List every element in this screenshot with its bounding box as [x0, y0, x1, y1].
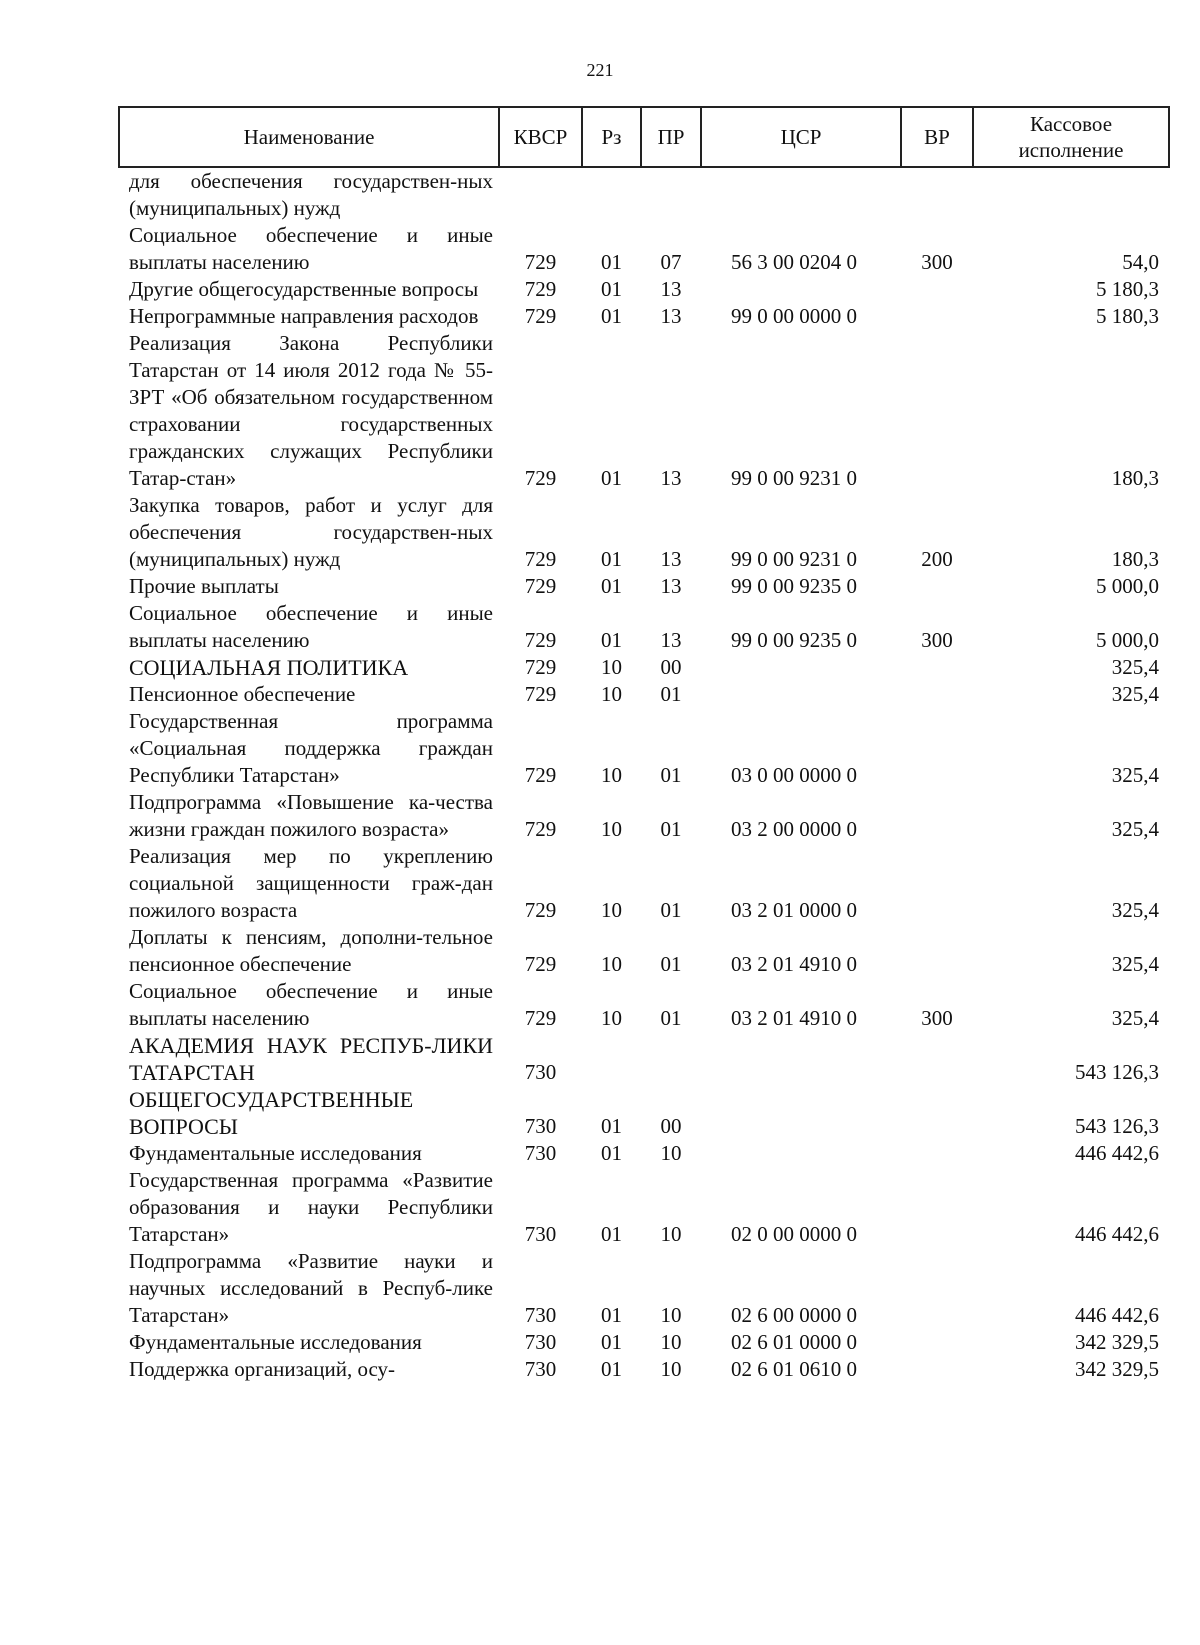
cell-pr: 10	[660, 1357, 682, 1381]
cell-rz: 10	[601, 655, 622, 679]
cell-name: Фундаментальные исследования	[129, 1141, 422, 1165]
cell-vr	[901, 1086, 973, 1140]
cell-vr	[901, 1248, 973, 1329]
cell-csr	[701, 1032, 901, 1086]
cell-sum: 325,4	[1111, 682, 1159, 706]
cell-kvsr: 729	[524, 304, 557, 328]
table-row	[119, 222, 1169, 276]
cell-name: для обеспечения государствен-ных (муниципальных) нужд	[129, 169, 493, 220]
table-row	[119, 1356, 1169, 1383]
cell-vr	[901, 789, 973, 843]
header-vr: ВР	[901, 107, 973, 167]
cell-kvsr: 729	[524, 547, 557, 571]
table-row	[119, 1086, 1169, 1140]
cell-name: Поддержка организаций, осу-	[129, 1357, 396, 1381]
table-header-row	[119, 107, 1169, 167]
cell-sum: 446 442,6	[1075, 1303, 1159, 1327]
cell-csr	[701, 681, 901, 708]
header-pr: ПР	[641, 107, 701, 167]
cell-name: СОЦИАЛЬНАЯ ПОЛИТИКА	[129, 655, 409, 680]
cell-pr: 07	[660, 250, 682, 274]
cell-rz: 10	[601, 763, 622, 787]
cell-csr: 03 2 01 4910 0	[731, 1006, 857, 1030]
cell-csr: 02 6 01 0610 0	[731, 1357, 857, 1381]
cell-sum: 5 180,3	[1096, 277, 1159, 301]
cell-csr: 02 6 00 0000 0	[731, 1303, 857, 1327]
cell-rz	[582, 1032, 641, 1086]
cell-sum: 543 126,3	[1075, 1060, 1159, 1084]
cell-vr	[901, 708, 973, 789]
cell-sum: 54,0	[1122, 250, 1159, 274]
cell-csr: 99 0 00 9231 0	[731, 547, 857, 571]
cell-sum	[973, 167, 1169, 222]
cell-name: АКАДЕМИЯ НАУК РЕСПУБ-ЛИКИ ТАТАРСТАН	[129, 1033, 493, 1085]
cell-rz: 10	[601, 817, 622, 841]
cell-rz: 01	[601, 1357, 622, 1381]
cell-pr: 10	[660, 1330, 682, 1354]
cell-name: Прочие выплаты	[129, 574, 279, 598]
header-kvsr: КВСР	[499, 107, 582, 167]
cell-sum: 325,4	[1111, 655, 1159, 679]
cell-kvsr: 729	[524, 655, 557, 679]
cell-name: Закупка товаров, работ и услуг для обеспечения государствен-ных (муниципальных) нужд	[129, 493, 493, 571]
cell-vr	[901, 1329, 973, 1356]
header-name: Наименование	[119, 107, 499, 167]
cell-kvsr: 729	[524, 1006, 557, 1030]
cell-csr	[701, 1086, 901, 1140]
cell-rz: 10	[601, 952, 622, 976]
cell-vr: 300	[921, 628, 953, 652]
cell-rz: 01	[601, 304, 622, 328]
table-row	[119, 1140, 1169, 1167]
cell-pr: 01	[660, 763, 682, 787]
cell-name: Пенсионное обеспечение	[129, 682, 356, 706]
cell-csr: 99 0 00 9235 0	[731, 628, 857, 652]
table-row	[119, 492, 1169, 573]
cell-sum: 543 126,3	[1075, 1114, 1159, 1138]
cell-rz: 01	[601, 628, 622, 652]
cell-vr	[901, 276, 973, 303]
cell-rz: 01	[601, 250, 622, 274]
cell-name: Государственная программа «Социальная поддержка граждан Республики Татарстан»	[129, 709, 493, 787]
cell-name: Государственная программа «Развитие образования и науки Республики Татарстан»	[129, 1168, 493, 1246]
cell-sum: 446 442,6	[1075, 1141, 1159, 1165]
cell-rz: 01	[601, 547, 622, 571]
cell-kvsr: 729	[524, 628, 557, 652]
cell-kvsr: 730	[524, 1222, 557, 1246]
cell-kvsr: 729	[524, 250, 557, 274]
cell-sum: 5 000,0	[1096, 574, 1159, 598]
cell-csr: 99 0 00 9235 0	[731, 574, 857, 598]
cell-kvsr: 729	[524, 682, 557, 706]
cell-name: Доплаты к пенсиям, дополни-тельное пенсионное обеспечение	[129, 925, 493, 976]
cell-rz: 01	[601, 1303, 622, 1327]
cell-csr: 99 0 00 9231 0	[731, 466, 857, 490]
cell-pr	[641, 167, 701, 222]
cell-name: Подпрограмма «Повышение ка-чества жизни граждан пожилого возраста»	[129, 790, 493, 841]
cell-csr	[701, 167, 901, 222]
cell-kvsr: 730	[524, 1357, 557, 1381]
cell-vr	[901, 1167, 973, 1248]
cell-name: ОБЩЕГОСУДАРСТВЕННЫЕ ВОПРОСЫ	[129, 1087, 414, 1139]
cell-name: Реализация Закона Республики Татарстан от 14 июля 2012 года № 55-ЗРТ «Об обязательном государственном страховании государственных гражданских служащих Республики Татар-стан»	[129, 331, 493, 490]
cell-name: Непрограммные направления расходов	[129, 304, 479, 328]
cell-kvsr: 730	[524, 1303, 557, 1327]
table-row	[119, 600, 1169, 654]
cell-kvsr: 729	[524, 466, 557, 490]
cell-csr	[701, 276, 901, 303]
cell-vr	[901, 843, 973, 924]
cell-sum: 180,3	[1111, 547, 1159, 571]
cell-rz: 10	[601, 1006, 622, 1030]
cell-vr	[901, 681, 973, 708]
cell-sum: 325,4	[1111, 817, 1159, 841]
cell-kvsr: 730	[524, 1141, 557, 1165]
cell-sum: 5 180,3	[1096, 304, 1159, 328]
cell-rz: 10	[601, 682, 622, 706]
table-row	[119, 276, 1169, 303]
cell-vr	[901, 303, 973, 330]
cell-name: Социальное обеспечение и иные выплаты населению	[129, 601, 493, 652]
cell-kvsr: 729	[524, 817, 557, 841]
cell-pr: 01	[660, 1006, 682, 1030]
table-row	[119, 978, 1169, 1032]
cell-sum: 180,3	[1111, 466, 1159, 490]
cell-sum: 5 000,0	[1096, 628, 1159, 652]
cell-vr	[901, 1032, 973, 1086]
cell-csr	[701, 654, 901, 681]
cell-sum: 325,4	[1111, 1006, 1159, 1030]
cell-sum: 325,4	[1111, 898, 1159, 922]
cell-rz: 01	[601, 1141, 622, 1165]
cell-name: Подпрограмма «Развитие науки и научных исследований в Респуб-лике Татарстан»	[129, 1249, 493, 1327]
cell-pr	[641, 1032, 701, 1086]
cell-csr: 03 2 00 0000 0	[731, 817, 857, 841]
table-row	[119, 924, 1169, 978]
table-row	[119, 1032, 1169, 1086]
cell-pr: 01	[660, 682, 682, 706]
cell-name: Другие общегосударственные вопросы	[129, 277, 479, 301]
table-row	[119, 303, 1169, 330]
cell-pr: 00	[660, 1114, 682, 1138]
cell-pr: 13	[660, 547, 682, 571]
cell-kvsr: 729	[524, 574, 557, 598]
cell-pr: 13	[660, 628, 682, 652]
table-row	[119, 681, 1169, 708]
cell-kvsr: 730	[524, 1114, 557, 1138]
cell-csr: 02 6 01 0000 0	[731, 1330, 857, 1354]
cell-pr: 10	[660, 1303, 682, 1327]
cell-csr: 02 0 00 0000 0	[731, 1222, 857, 1246]
cell-vr	[901, 1140, 973, 1167]
cell-kvsr: 729	[524, 952, 557, 976]
cell-name: Фундаментальные исследования	[129, 1330, 422, 1354]
cell-kvsr: 729	[524, 277, 557, 301]
cell-kvsr: 730	[524, 1060, 557, 1084]
table-row	[119, 708, 1169, 789]
cell-kvsr: 729	[524, 763, 557, 787]
cell-vr: 200	[921, 547, 953, 571]
table-row	[119, 789, 1169, 843]
table-row	[119, 1329, 1169, 1356]
cell-vr	[901, 573, 973, 600]
cell-pr: 01	[660, 817, 682, 841]
cell-csr: 03 2 01 4910 0	[731, 952, 857, 976]
header-csr: ЦСР	[701, 107, 901, 167]
cell-kvsr: 730	[524, 1330, 557, 1354]
cell-name: Социальное обеспечение и иные выплаты населению	[129, 223, 493, 274]
cell-vr	[901, 1356, 973, 1383]
cell-rz	[582, 167, 641, 222]
table-row	[119, 843, 1169, 924]
cell-pr: 13	[660, 466, 682, 490]
cell-pr: 01	[660, 898, 682, 922]
cell-name: Реализация мер по укреплению социальной защищенности граж-дан пожилого возраста	[129, 844, 493, 922]
cell-rz: 01	[601, 277, 622, 301]
budget-table	[118, 106, 1170, 1383]
cell-vr: 300	[921, 250, 953, 274]
cell-sum: 325,4	[1111, 952, 1159, 976]
cell-vr: 300	[921, 1006, 953, 1030]
cell-csr: 03 2 01 0000 0	[731, 898, 857, 922]
cell-pr: 10	[660, 1222, 682, 1246]
cell-kvsr: 729	[524, 898, 557, 922]
cell-csr	[701, 1140, 901, 1167]
cell-csr: 03 0 00 0000 0	[731, 763, 857, 787]
cell-pr: 10	[660, 1141, 682, 1165]
cell-sum: 342 329,5	[1075, 1330, 1159, 1354]
table-row	[119, 1167, 1169, 1248]
table-row	[119, 330, 1169, 492]
cell-sum: 342 329,5	[1075, 1357, 1159, 1381]
cell-sum: 325,4	[1111, 763, 1159, 787]
cell-pr: 13	[660, 574, 682, 598]
cell-name: Социальное обеспечение и иные выплаты населению	[129, 979, 493, 1030]
cell-vr	[901, 924, 973, 978]
cell-rz: 01	[601, 1114, 622, 1138]
cell-pr: 13	[660, 277, 682, 301]
cell-pr: 00	[660, 655, 682, 679]
table-row	[119, 573, 1169, 600]
table-body	[119, 167, 1169, 1383]
table-row	[119, 654, 1169, 681]
cell-rz: 10	[601, 898, 622, 922]
cell-pr: 13	[660, 304, 682, 328]
header-sum: Кассовое исполнение	[973, 107, 1169, 167]
cell-kvsr	[499, 167, 582, 222]
cell-pr: 01	[660, 952, 682, 976]
cell-vr	[901, 330, 973, 492]
table-row	[119, 1248, 1169, 1329]
cell-csr: 56 3 00 0204 0	[731, 250, 857, 274]
cell-rz: 01	[601, 1222, 622, 1246]
cell-csr: 99 0 00 0000 0	[731, 304, 857, 328]
page-number: 221	[586, 60, 614, 80]
cell-rz: 01	[601, 574, 622, 598]
cell-vr	[901, 167, 973, 222]
cell-rz: 01	[601, 1330, 622, 1354]
cell-sum: 446 442,6	[1075, 1222, 1159, 1246]
header-rz: Рз	[582, 107, 641, 167]
table-row	[119, 167, 1169, 222]
cell-vr	[901, 654, 973, 681]
cell-rz: 01	[601, 466, 622, 490]
